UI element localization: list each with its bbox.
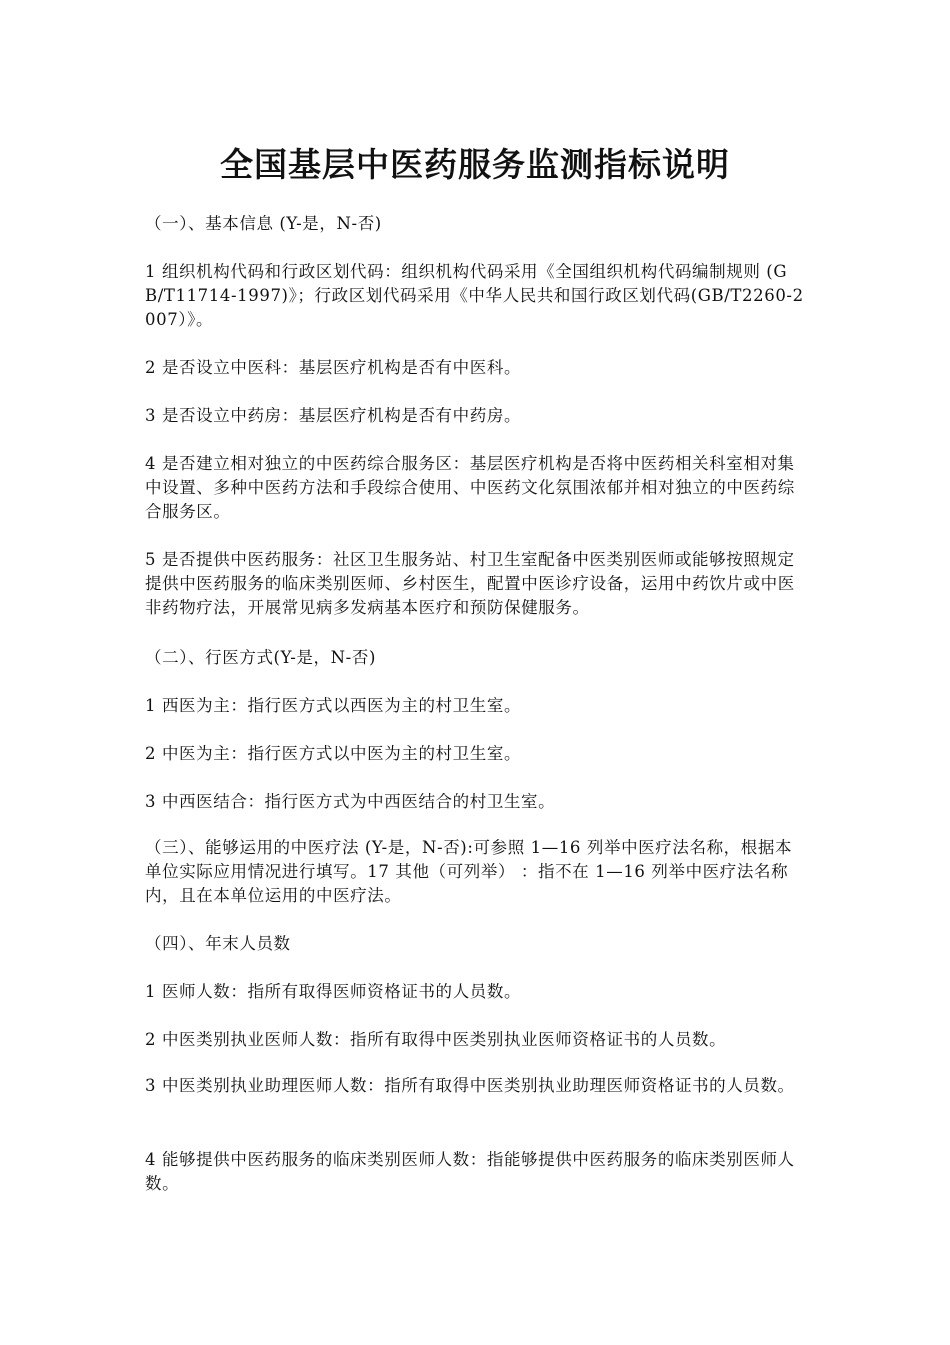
section-heading-basic-info: （一）、基本信息 (Y-是，N-否) xyxy=(145,214,382,233)
paragraph-integrated: 3 中西医结合：指行医方式为中西医结合的村卫生室。 xyxy=(145,792,556,811)
paragraph-clinical-tcm-count: 4 能够提供中医药服务的临床类别医师人数：指能够提供中医药服务的临床类别医师人数。 xyxy=(145,1150,795,1193)
section-heading-practice-mode: （二）、行医方式(Y-是，N-否) xyxy=(145,648,376,667)
paragraph-tcm-service-area: 4 是否建立相对独立的中医药综合服务区：基层医疗机构是否将中医药相关科室相对集中设置、多种中医药方法和手段综合使用、中医药文化氛围浓郁并相对独立的中医药综合服务区。 xyxy=(145,454,795,521)
paragraph-western-main: 1 西医为主：指行医方式以西医为主的村卫生室。 xyxy=(145,696,522,715)
section-heading-staff: （四）、年末人员数 xyxy=(145,934,291,953)
paragraph-tcm-pharmacy: 3 是否设立中药房：基层医疗机构是否有中药房。 xyxy=(145,406,522,425)
paragraph-tcm-physician-count: 2 中医类别执业医师人数：指所有取得中医类别执业医师资格证书的人员数。 xyxy=(145,1030,727,1049)
paragraph-physician-count: 1 医师人数：指所有取得医师资格证书的人员数。 xyxy=(145,982,522,1001)
paragraph-tcm-service: 5 是否提供中医药服务：社区卫生服务站、村卫生室配备中医类别医师或能够按照规定提供中医药服务的临床类别医师、乡村医生，配置中医诊疗设备，运用中药饮片或中医非药物疗法，开展常见病多发病基本医疗和预防保健服务。 xyxy=(145,550,795,617)
paragraph-org-code: 1 组织机构代码和行政区划代码：组织机构代码采用《全国组织机构代码编制规则 (GB/T11714-1997)》；行政区划代码采用《中华人民共和国行政区划代码(GB/T2260-2007）》。 xyxy=(145,262,804,329)
paragraph-tcm-main: 2 中医为主：指行医方式以中医为主的村卫生室。 xyxy=(145,744,522,763)
paragraph-tcm-assistant-count: 3 中医类别执业助理医师人数：指所有取得中医类别执业助理医师资格证书的人员数。 xyxy=(145,1076,795,1095)
page-title: 全国基层中医药服务监测指标说明 xyxy=(220,145,730,184)
section-heading-therapies: （三）、能够运用的中医疗法 (Y-是，N-否):可参照 1—16 列举中医疗法名称，根据本单位实际应用情况进行填写。17 其他（可列举） ：指不在 1—16 列举中医疗法名称内，且在本单位运用的中医疗法。 xyxy=(145,838,793,905)
paragraph-tcm-department: 2 是否设立中医科：基层医疗机构是否有中医科。 xyxy=(145,358,522,377)
